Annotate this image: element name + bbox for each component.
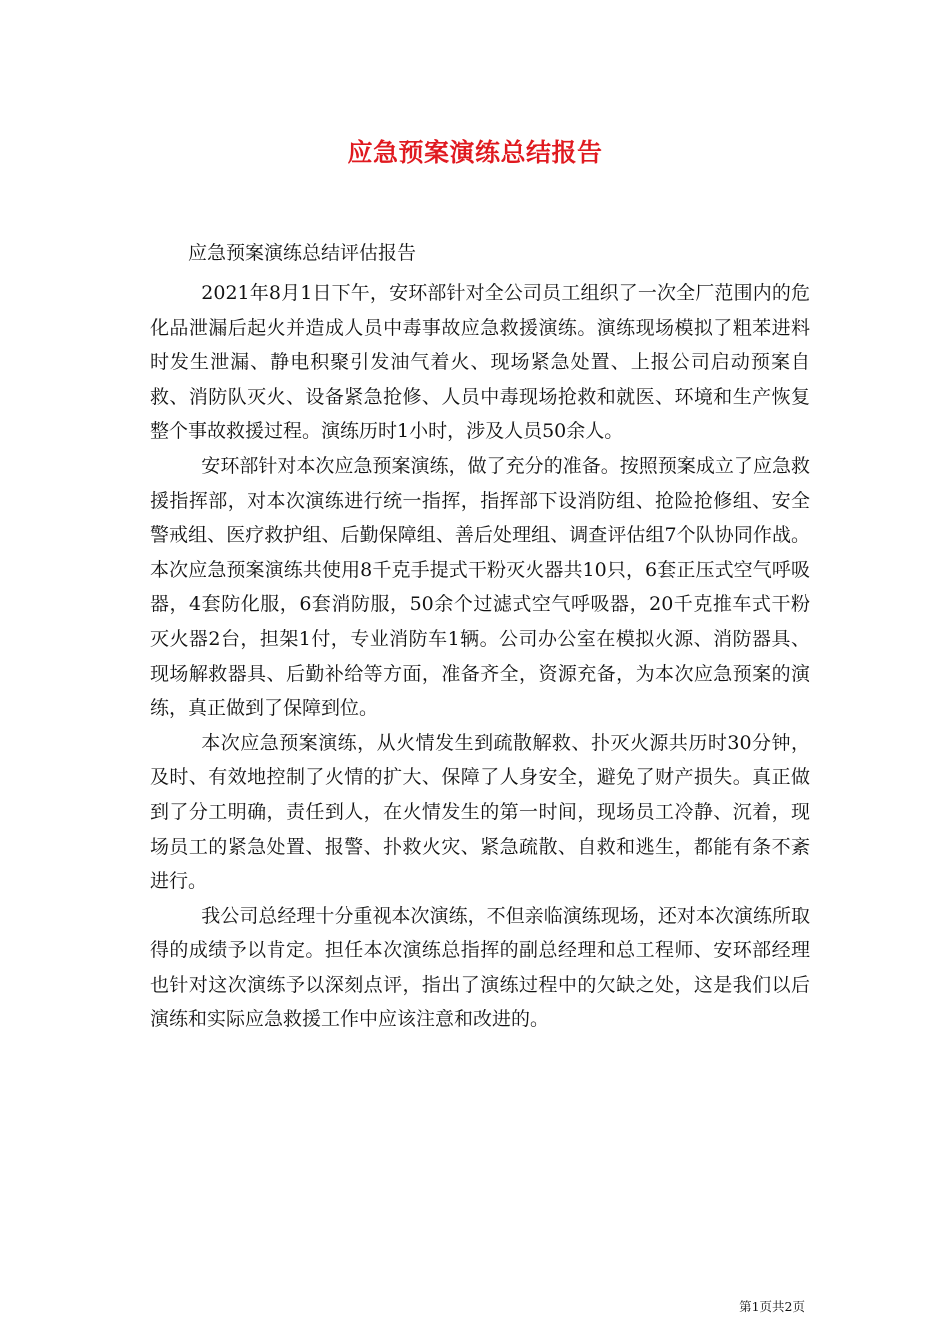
document-title: 应急预案演练总结报告 — [347, 138, 603, 167]
document-subtitle: 应急预案演练总结评估报告 — [188, 242, 417, 264]
paragraph-preparation: 安环部针对本次应急预案演练，做了充分的准备。按照预案成立了应急救援指挥部，对本次演练进行统一指挥，指挥部下设消防组、抢险抢修组、安全警戒组、医疗救护组、后勤保障组、善后处理组、调查评估组7个队协同作战。本次应急预案演练共使用8千克手提式干粉灭火器共10只，6套正压式空气呼吸器，4套防化服，6套消防服，50余个过滤式空气呼吸器，20千克推车式干粉灭火器2台，担架1付，专业消防车1辆。公司办公室在模拟火源、消防器具、现场解救器具、后勤补给等方面，准备齐全，资源充备，为本次应急预案的演练，真正做到了保障到位。 — [150, 454, 810, 720]
paragraph-drill-overview: 2021年8月1日下午，安环部针对全公司员工组织了一次全厂范围内的危化品泄漏后起火并造成人员中毒事故应急救援演练。演练现场模拟了粗苯进料时发生泄漏、静电积聚引发油气着火、现场紧急处置、上报公司启动预案自救、消防队灭火、设备紧急抢修、人员中毒现场抢救和就医、环境和生产恢复整个事故救援过程。演练历时1小时，涉及人员50余人。 — [150, 282, 810, 443]
paragraph-response: 本次应急预案演练，从火情发生到疏散解救、扑灭火源共历时30分钟，及时、有效地控制了火情的扩大、保障了人身安全，避免了财产损失。真正做到了分工明确，责任到人，在火情发生的第一时间，现场员工冷静、沉着，现场员工的紧急处置、报警、扑救火灾、紧急疏散、自救和逃生，都能有条不紊进行。 — [150, 731, 810, 893]
document-body — [150, 276, 810, 1037]
paragraph-evaluation: 我公司总经理十分重视本次演练，不但亲临演练现场，还对本次演练所取得的成绩予以肯定。担任本次演练总指挥的副总经理和总工程师、安环部经理也针对这次演练予以深刻点评，指出了演练过程中的欠缺之处，这是我们以后演练和实际应急救援工作中应该注意和改进的。 — [150, 904, 810, 1031]
page-number: 第1页共2页 — [739, 1299, 805, 1314]
